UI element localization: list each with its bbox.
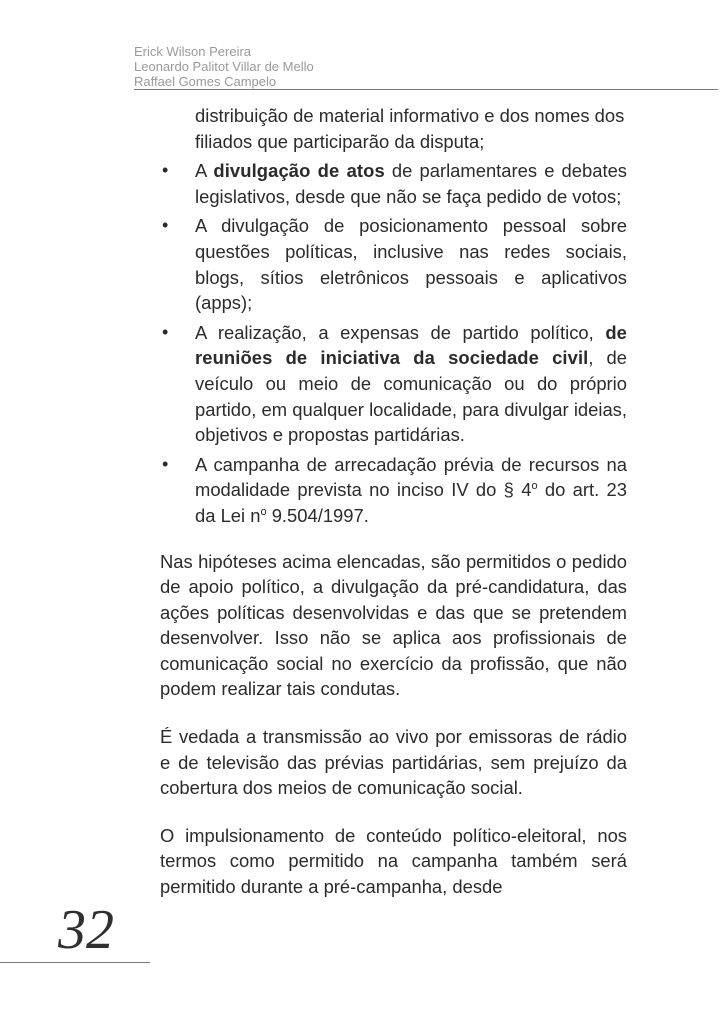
list-item [160, 452, 627, 529]
bullet-text: A realização, a expensas de partido político, [195, 321, 606, 343]
bullet-text: do art. 23 da Lei n [195, 479, 628, 526]
bullet-list [160, 158, 627, 528]
list-item [160, 213, 627, 315]
bullet-emphasis: divulgação de atos [213, 160, 385, 182]
bullet-text: 9.504/1997. [266, 504, 369, 526]
body-paragraph: É vedada a transmissão ao vivo por emissoras de rádio e de televisão das prévias partidárias, sem prejuízo da cobertura dos meios de comunicação social. [160, 726, 627, 799]
list-item [160, 320, 627, 448]
page-body [160, 103, 627, 900]
bullet-icon: • [162, 321, 169, 342]
bullet-text: A campanha de arrecadação prévia de recursos na modalidade prevista no inciso IV do § 4 [195, 453, 627, 501]
body-paragraph: Nas hipóteses acima elencadas, são permitidos o pedido de apoio político, a divulgação da pré-candidatura, das ações políticas desenvolvidas e das que se pretendem desenvolver. Isso não se aplica aos profissionais de comunicação social no exercício da profissão, que não podem realizar tais condutas. [160, 550, 627, 700]
body-paragraph: O impulsionamento de conteúdo político-eleitoral, nos termos como permitido na campanha também será permitido durante a pré-campanha, desde [160, 824, 627, 898]
bullet-text: A divulgação de posicionamento pessoal sobre questões políticas, inclusive nas redes sociais, blogs, sítios eletrônicos pessoais e aplicativos (apps); [195, 215, 627, 314]
superscript-ordinal: o [260, 505, 267, 518]
page-number: 32 [58, 899, 114, 961]
author-name: Raffael Gomes Campelo [134, 74, 277, 89]
bullet-text: de parlamentares e debates legislativos, desde que não se faça pedido de votos; [195, 160, 627, 207]
author-name: Leonardo Palitot Villar de Mello [134, 59, 314, 74]
header-divider [134, 89, 718, 90]
bullet-text: A [195, 160, 214, 182]
list-item [160, 158, 627, 209]
bullet-icon: • [162, 453, 169, 474]
superscript-ordinal: o [531, 480, 538, 493]
bullet-text: , de veículo ou meio de comunicação ou do próprio partido, em qualquer localidade, para divulgar ideias, objetivos e propostas partidárias. [195, 347, 627, 446]
bullet-emphasis: de reuniões de iniciativa da sociedade civil [195, 321, 627, 369]
bullet-icon: • [162, 160, 169, 181]
bullet-icon: • [162, 215, 169, 236]
continued-bullet-text: distribuição de material informativo e dos nomes dos filiados que participarão da disputa; [195, 105, 625, 152]
footer-divider [0, 962, 150, 963]
running-header [134, 44, 314, 89]
author-name: Erick Wilson Pereira [134, 44, 252, 59]
